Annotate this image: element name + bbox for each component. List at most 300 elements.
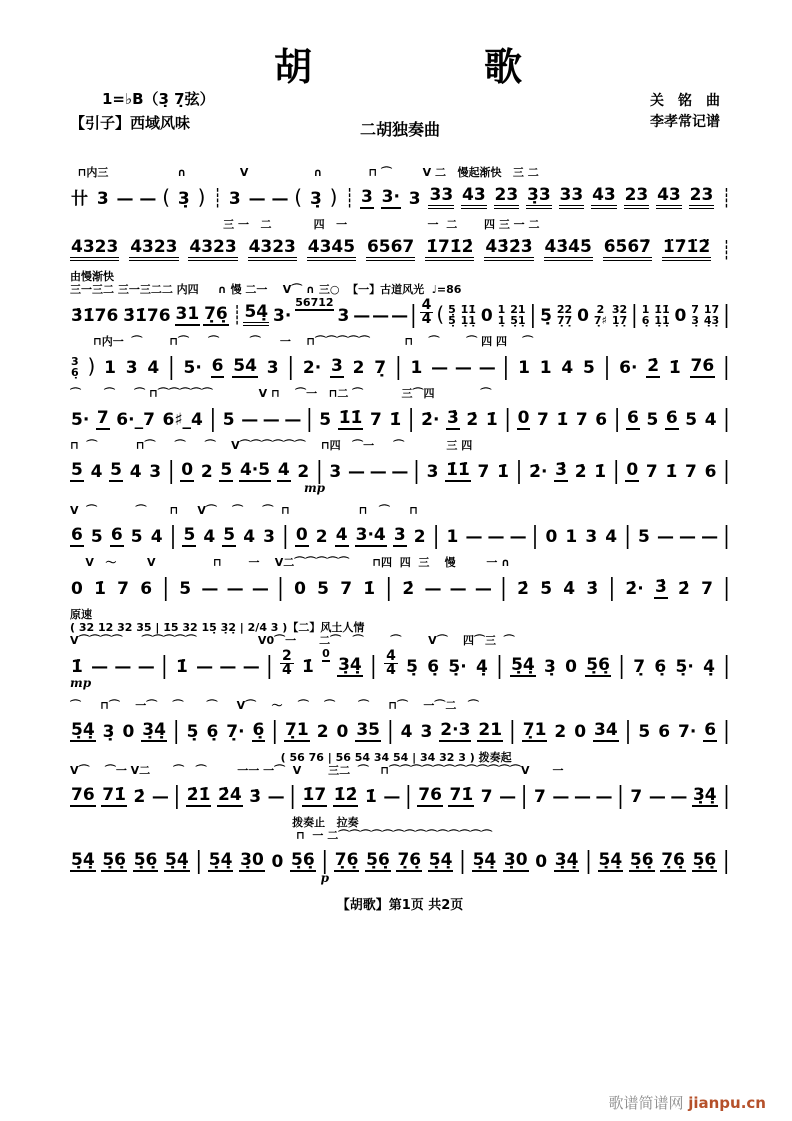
note-token: 4̇3̇4̇5̇ [544, 237, 593, 261]
note-token: ( [162, 185, 171, 209]
note-token: 0 [574, 722, 587, 742]
note-token: | [173, 780, 181, 810]
note-token: ) [197, 185, 206, 209]
note-token: | [502, 351, 510, 381]
music-system [70, 751, 730, 810]
note-token: 1 [410, 358, 423, 378]
note-token: 2·3 [440, 720, 471, 740]
note-token: 1̇1̇ [446, 460, 470, 480]
note-token: 2̇· [529, 462, 548, 482]
key-signature: 1=♭B（3̣ 7̣弦） [102, 90, 215, 108]
note-token: 3 [331, 356, 343, 376]
note-token: | [723, 455, 730, 485]
note-token: — [656, 527, 673, 547]
note-token: — [478, 358, 495, 378]
music-system [70, 699, 730, 745]
annotation-row: ( 56 76 | 56 54 34 54 | 34 32 3 ) 拨奏起 [70, 751, 512, 764]
note-token: 2 [200, 462, 213, 482]
note-token: | [394, 351, 402, 381]
note-token: 5̣4̣ [598, 850, 623, 870]
note-token: | [282, 520, 289, 550]
note-token: — [701, 527, 718, 547]
note-token: 2 [316, 722, 329, 742]
note-token: 3 [266, 358, 279, 378]
note-token: | [162, 572, 170, 602]
note-token: | [520, 780, 528, 810]
note-token: 4 [90, 462, 103, 482]
note-token: 5 [223, 525, 236, 545]
note-token: 5 [638, 527, 650, 547]
note-token: 5̣4̣ [472, 850, 497, 870]
notation-row [70, 179, 730, 209]
note-token: — [116, 189, 133, 209]
note-token: 7̣6̣ [204, 304, 228, 324]
note-token: 4̣ [703, 657, 715, 677]
note-token: 7 [340, 579, 353, 599]
note-token: 2̇ [133, 787, 146, 807]
note-token: — [241, 410, 258, 430]
note-token: 5̣ [186, 722, 199, 742]
note-token: 1̈7̇1̈2̈ [662, 237, 711, 261]
note-token: 7̣6̣ [397, 850, 422, 870]
note-token: — [552, 787, 569, 807]
note-token: 33 [559, 185, 585, 209]
note-token: — [196, 657, 213, 677]
note-token: — [347, 462, 364, 482]
annotation-row: V⌒ ⌒一 V二 ⌒ ⌒ 一一 一⌒ V 三二 ⌒ ⊓⌒⌒⌒⌒⌒⌒⌒⌒⌒⌒⌒⌒V 一 [70, 764, 564, 777]
note-token: 5 [582, 358, 595, 378]
music-system [70, 816, 730, 885]
note-token: | [723, 299, 730, 329]
note-token: 4·5 [239, 460, 271, 480]
note-token: 6 [704, 462, 717, 482]
note-token: — [262, 410, 279, 430]
note-token: 1̇ [497, 462, 509, 482]
note-token: 2 [297, 462, 310, 482]
note-token: 34 [594, 720, 618, 740]
note-token: 3̇1̇76 [123, 306, 171, 326]
note-token: 4323 [248, 237, 297, 261]
note-token: — [151, 787, 168, 807]
note-token: | [385, 572, 393, 602]
note-token: 3 [426, 462, 439, 482]
note-token: 3· [273, 306, 292, 326]
note-token: | [631, 299, 638, 329]
double-stop-chord: 1 6̣ [641, 303, 650, 327]
note-token: 5 [90, 527, 103, 547]
note-token: 5 [646, 410, 659, 430]
watermark-url-link[interactable]: jianpu.cn [688, 1094, 766, 1112]
music-system [70, 608, 730, 690]
note-token: | [722, 845, 730, 875]
note-token: — [391, 462, 408, 482]
note-token: 5· [71, 410, 90, 430]
note-token: 1̇ [94, 579, 106, 599]
note-token: 5̣· [448, 657, 467, 677]
note-token: 0 [480, 306, 493, 326]
note-token: 3 [393, 525, 406, 545]
note-token: | [723, 715, 730, 745]
note-token: 3 [408, 189, 421, 209]
note-token: | [265, 650, 273, 680]
note-token: 23 [494, 185, 520, 209]
note-token: — [271, 189, 288, 209]
note-token: 4 [203, 527, 216, 547]
note-token: ( [294, 185, 303, 209]
note-token: ┊ [344, 188, 354, 209]
note-token: 5· [183, 358, 202, 378]
notation-row [70, 452, 730, 485]
note-token: 43 [591, 185, 617, 209]
note-token: — [201, 579, 218, 599]
note-token: 1 [565, 527, 578, 547]
transcriber: 李孝常记谱 [650, 114, 720, 130]
note-token: 7 [96, 408, 109, 428]
note-token: | [515, 455, 523, 485]
note-token: — [248, 189, 265, 209]
note-token: 7 [575, 410, 588, 430]
note-token: 1̇7 [302, 785, 327, 805]
note-token: 0 [565, 657, 578, 677]
note-token: | [277, 572, 284, 602]
notation-row [70, 400, 730, 433]
note-token: 3̣0 [503, 850, 528, 870]
note-token: 7 [369, 410, 382, 430]
notation-row [70, 777, 730, 810]
note-token: 5 [319, 410, 332, 430]
note-token: 1̇ [556, 410, 569, 430]
note-token: 卄 [71, 189, 88, 209]
note-token: 0 [577, 306, 589, 326]
note-token: 5 [71, 460, 83, 480]
music-system [70, 387, 730, 433]
note-token: 6567 [366, 237, 415, 261]
annotation-row: V⌒⌒⌒⌒ ⌒⌒⌒⌒⌒ V0⌒一 二⌒ ⌒ ⌒ V⌒ 四⌒三 ⌒ [70, 634, 515, 647]
note-token: 3 [263, 527, 275, 547]
note-token: | [723, 650, 730, 680]
note-token: 5 [220, 460, 233, 480]
note-token: | [167, 455, 175, 485]
note-token: — [114, 657, 131, 677]
byline [650, 91, 720, 133]
note-token: — [391, 306, 408, 326]
note-token: 4 [400, 722, 413, 742]
note-token: 2· [302, 358, 322, 378]
note-token: | [617, 780, 624, 810]
note-token: 5 [179, 579, 192, 599]
note-token: 1̇ [594, 462, 607, 482]
note-token: 2̇1̇ [186, 785, 211, 805]
time-signature: 4 4 [386, 648, 396, 678]
note-token: | [386, 715, 394, 745]
note-token: 0 [294, 579, 306, 599]
note-token: 4323 [188, 237, 237, 261]
note-token: 3̣4̣ [338, 655, 362, 675]
note-token: 2̇ [574, 462, 587, 482]
note-token: 0 [674, 306, 687, 326]
note-token: 5̣6̣ [629, 850, 654, 870]
note-token: ( [436, 302, 445, 326]
note-token: 3̣ [309, 189, 322, 209]
note-token: 43 [461, 185, 487, 209]
note-token: 1̇1̇ [338, 408, 363, 428]
note-token: | [404, 780, 412, 810]
note-token: 0 [71, 579, 83, 599]
note-token: 3̣3 [526, 185, 552, 209]
note-token: 3̇ [249, 787, 262, 807]
double-stop-chord: 1̇1̇ 1̣1̣ [460, 303, 476, 327]
note-token: | [529, 299, 537, 329]
annotation-row: V 〜 V ⊓ 一 V二⌒⌒⌒⌒⌒ ⊓四 四 三 慢 一 ∩ [70, 556, 511, 569]
note-token: ┊ [231, 305, 241, 326]
score-body [70, 166, 730, 885]
note-token: 0 [517, 408, 530, 428]
note-token: 5̣6̣ [291, 850, 315, 870]
note-token: 3 [149, 462, 162, 482]
note-token: ) [329, 185, 338, 209]
note-token: | [723, 780, 730, 810]
note-token: | [624, 715, 632, 745]
note-token: 54 [233, 356, 257, 376]
note-token: 5̣6̣ [102, 850, 127, 870]
note-token: 35 [356, 720, 380, 740]
note-token: 3̣ [544, 657, 556, 677]
note-token: 7 [645, 462, 658, 482]
note-token: 7 [117, 579, 129, 599]
note-token: 0 [271, 852, 284, 872]
note-token: 6̣ [206, 722, 219, 742]
dynamics-row: p [70, 872, 330, 885]
note-token: 4̇ [563, 579, 576, 599]
note-token: 1̇ [485, 410, 498, 430]
time-signature: 4 4 [421, 297, 432, 327]
note-token: 7̣1 [285, 720, 309, 740]
note-token: 6 [110, 525, 123, 545]
note-token: 4 [277, 460, 290, 480]
note-token: | [624, 520, 631, 550]
note-token: 2̇ [402, 579, 415, 599]
note-token: — [219, 657, 236, 677]
note-token: 23 [689, 185, 715, 209]
dynamics-row: mp [70, 677, 92, 690]
note-token: 1 [539, 358, 552, 378]
note-token: 7· [678, 722, 697, 742]
note-token: | [612, 455, 620, 485]
note-token: | [271, 715, 279, 745]
note-token: 7 [480, 787, 493, 807]
note-token: 5 [130, 527, 143, 547]
note-token: 1 [446, 527, 459, 547]
note-token: — [242, 657, 259, 677]
note-token: 4 [150, 527, 163, 547]
note-token: — [499, 787, 516, 807]
note-token: 3̣ [102, 722, 115, 742]
note-token: 3̣4̣ [692, 785, 717, 805]
note-token: | [432, 520, 440, 550]
note-token: 1̇ [363, 579, 376, 599]
note-token: — [251, 579, 268, 599]
note-token: — [679, 527, 696, 547]
note-token: | [410, 299, 417, 329]
note-token: 6 [71, 525, 83, 545]
note-token: 3 [360, 187, 373, 207]
note-token: 7 [630, 787, 643, 807]
note-token: 0 [336, 722, 349, 742]
note-token: 6· [619, 358, 638, 378]
note-token: — [431, 358, 448, 378]
note-token: 4 [147, 358, 160, 378]
annotation-row: ⊓ 一 二⌒⌒⌒⌒⌒⌒⌒⌒⌒⌒⌒⌒⌒⌒ [70, 829, 493, 842]
note-token: 2̇4̇ [217, 785, 242, 805]
annotation-row: ⌒ ⌒ ⌒ ⊓⌒⌒⌒⌒⌒ V ⊓ ⌒一 ⊓二 ⌒ 三⌒四 ⌒ [70, 387, 492, 400]
notation-row [70, 842, 730, 875]
note-token: 3 [337, 306, 350, 326]
note-token: 3 [125, 358, 138, 378]
note-token: — [226, 579, 243, 599]
note-token: 71̇ [102, 785, 126, 805]
note-token: 2 [352, 358, 365, 378]
notation-row [70, 231, 730, 261]
note-token: 1̇ [302, 657, 314, 677]
note-token: 76 [418, 785, 442, 805]
note-token: | [321, 845, 329, 875]
note-token: — [595, 787, 612, 807]
note-token: 4 [605, 527, 618, 547]
note-token: 43 [656, 185, 682, 209]
note-token: ┊ [721, 188, 730, 209]
annotation-row: ⊓内三 ∩ V ∩ ⊓ ⌒ V 二 慢起渐快 三 二 [70, 166, 539, 179]
notation-row [70, 517, 730, 550]
note-token: 2 [413, 527, 426, 547]
note-token: 4345 [307, 237, 356, 261]
note-token: | [608, 572, 616, 602]
note-token: | [407, 403, 415, 433]
note-token: 4 [335, 525, 348, 545]
note-token: — [372, 306, 389, 326]
note-token: 3 [420, 722, 433, 742]
note-token: | [169, 520, 177, 550]
note-token: | [723, 403, 730, 433]
annotation-row: 拨奏止 拉奏 [70, 816, 359, 829]
note-token: — [353, 306, 370, 326]
notation-row [70, 348, 730, 381]
note-token: 7 [534, 787, 546, 807]
note-token: 76 [71, 785, 95, 805]
music-system [70, 556, 730, 602]
annotation-row: 原速 [70, 608, 92, 621]
note-token: 1̇ [176, 657, 188, 677]
note-token: 4 [561, 358, 574, 378]
note-token: — [474, 579, 491, 599]
note-token: 0 [181, 460, 194, 480]
note-token: 3̣0 [240, 850, 264, 870]
watermark-site-name: 歌谱简谱网 [608, 1094, 689, 1112]
double-stop-chord: 21 5̣1̣ [510, 303, 526, 327]
note-token: — [284, 410, 301, 430]
note-token: 4 [243, 527, 256, 547]
note-token: 2̇· [625, 579, 644, 599]
note-token: | [195, 845, 203, 875]
note-token: — [424, 579, 441, 599]
double-stop-chord: 1̇1̇ 1̣1̣ [654, 303, 670, 327]
watermark [608, 1092, 766, 1113]
note-token: 6 [658, 722, 671, 742]
note-token: 7 [477, 462, 490, 482]
note-token: | [618, 650, 625, 680]
note-token: 7̣ [633, 657, 646, 677]
note-token: 0 [295, 525, 308, 545]
music-system [70, 218, 730, 261]
note-token: 4̣ [475, 657, 488, 677]
note-token: — [487, 527, 504, 547]
note-token: 7̣1 [522, 720, 547, 740]
annotation-row: ⊓ ⌒ ⊓⌒ ⌒ ⌒ V⌒⌒⌒⌒⌒⌒ ⊓四 ⌒一 ⌒ 三 四 [70, 439, 473, 452]
notation-row [70, 569, 730, 602]
note-token: | [160, 650, 168, 680]
note-token: — [465, 527, 482, 547]
note-token: 31 [175, 304, 200, 324]
note-token: 21 [478, 720, 503, 740]
music-system [70, 270, 730, 329]
annotation-row: V ⌒ ⌒ ⊓ V⌒ ⌒ ⌒ ⊓ ⊓ ⌒ ⊓ [70, 504, 418, 517]
double-stop-chord: 17 4̣3̣ [703, 303, 720, 327]
annotation-row: ( 32 12 32 35 | 1̇5 32 15̣ 3̣2̣ | 2/4 3 )【二】风土人情 [70, 621, 365, 634]
note-token: 6♯_4 [162, 410, 203, 430]
note-token: 6 [140, 579, 153, 599]
note-token: | [459, 845, 466, 875]
note-token: 6̣ [252, 720, 265, 740]
note-token: 3̣ [177, 189, 190, 209]
note-token: 3̇1̇76 [71, 306, 119, 326]
note-token: 4̇3̇2̇3̇ [484, 237, 533, 261]
double-stop-chord: 5̣ 5̣ [448, 303, 456, 327]
music-system [70, 335, 730, 381]
note-token: 3 [96, 189, 109, 209]
note-token: 7 [701, 579, 713, 599]
note-token: 7̣6̣ [661, 850, 685, 870]
note-token: 33 [428, 185, 454, 209]
annotation-row: 三 一 二 四 一 一 二 四 三 一 二 [70, 218, 540, 231]
note-token: 5̣4̣ [71, 850, 95, 870]
note-token: 3 [329, 462, 342, 482]
notation-row [70, 296, 730, 329]
note-token: 4323 [129, 237, 178, 261]
music-system [70, 439, 730, 495]
double-stop-chord: 2̇2̇ 7̣7̣ [556, 303, 573, 327]
note-token: 76 [690, 356, 715, 376]
note-token: 2̇ [517, 579, 529, 599]
note-token: 1̇ [389, 410, 402, 430]
note-token: 2̇ [647, 356, 660, 376]
composer: 关 铭 曲 [650, 93, 720, 109]
note-token: 3· [381, 187, 400, 207]
note-token: 7̣· [226, 722, 245, 742]
note-token: — [573, 787, 590, 807]
note-token: 6̇5̇6̇7̇ [603, 237, 652, 261]
note-token: 6 [704, 720, 717, 740]
note-token: 1̇71̇2̇ [425, 237, 474, 261]
note-token: | [585, 845, 592, 875]
note-token: — [369, 462, 386, 482]
note-token: | [370, 650, 377, 680]
note-token: 5 [222, 410, 235, 430]
note-token: ) [87, 354, 96, 378]
note-token: 1 [104, 358, 116, 378]
note-token: | [603, 351, 611, 381]
note-token: | [531, 520, 539, 550]
note-token: 5̣6̣ [586, 655, 610, 675]
note-token: 4 [129, 462, 142, 482]
